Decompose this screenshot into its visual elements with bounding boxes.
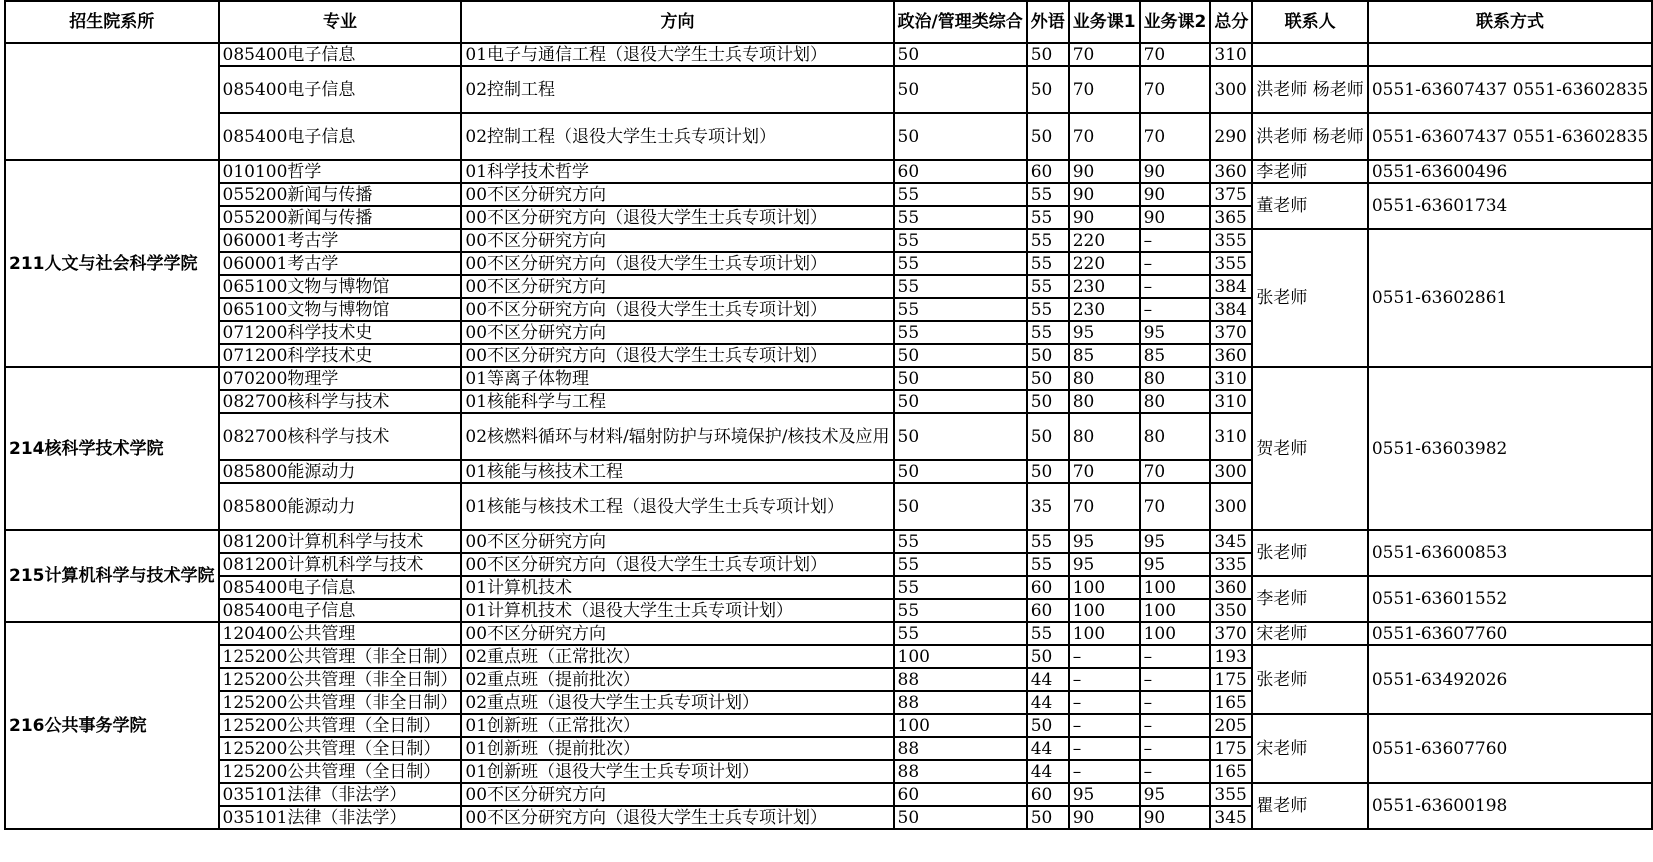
language-score: 50: [1027, 367, 1069, 390]
course1-score: 70: [1069, 66, 1140, 113]
course2-score: –: [1140, 737, 1211, 760]
language-score: 35: [1027, 483, 1069, 530]
total-score: 175: [1210, 737, 1252, 760]
col-header-language: 外语: [1027, 1, 1069, 43]
major-cell: 065100文物与博物馆: [219, 298, 462, 321]
course2-score: –: [1140, 691, 1211, 714]
direction-cell: 00不区分研究方向: [461, 622, 893, 645]
contact-phone: 0551-63600853: [1368, 530, 1652, 576]
contact-phone: 0551-63603982: [1368, 367, 1652, 530]
course2-score: 100: [1140, 599, 1211, 622]
total-score: 365: [1210, 206, 1252, 229]
language-score: 50: [1027, 43, 1069, 66]
total-score: 310: [1210, 367, 1252, 390]
politics-score: 50: [894, 66, 1027, 113]
politics-score: 55: [894, 206, 1027, 229]
major-cell: 082700核科学与技术: [219, 390, 462, 413]
direction-cell: 00不区分研究方向（退役大学生士兵专项计划）: [461, 553, 893, 576]
course1-score: 100: [1069, 622, 1140, 645]
total-score: 165: [1210, 691, 1252, 714]
course2-score: 80: [1140, 390, 1211, 413]
contact-person: 李老师: [1252, 576, 1367, 622]
course1-score: 90: [1069, 160, 1140, 183]
direction-cell: 01计算机技术（退役大学生士兵专项计划）: [461, 599, 893, 622]
language-score: 50: [1027, 806, 1069, 829]
politics-score: 100: [894, 714, 1027, 737]
total-score: 360: [1210, 344, 1252, 367]
course2-score: 95: [1140, 553, 1211, 576]
language-score: 44: [1027, 737, 1069, 760]
politics-score: 50: [894, 43, 1027, 66]
direction-cell: 00不区分研究方向: [461, 183, 893, 206]
direction-cell: 01创新班（提前批次）: [461, 737, 893, 760]
politics-score: 55: [894, 622, 1027, 645]
col-header-contact-person: 联系人: [1252, 1, 1367, 43]
table-row: [5, 645, 1652, 668]
direction-cell: 00不区分研究方向: [461, 229, 893, 252]
language-score: 55: [1027, 553, 1069, 576]
major-cell: 081200计算机科学与技术: [219, 530, 462, 553]
contact-phone: 0551-63607437 0551-63602835: [1368, 66, 1652, 113]
total-score: 360: [1210, 576, 1252, 599]
total-score: 205: [1210, 714, 1252, 737]
politics-score: 50: [894, 460, 1027, 483]
course2-score: 70: [1140, 113, 1211, 160]
course2-score: 70: [1140, 460, 1211, 483]
contact-phone: 0551-63601734: [1368, 183, 1652, 229]
total-score: 355: [1210, 783, 1252, 806]
course1-score: 80: [1069, 367, 1140, 390]
contact-person: 张老师: [1252, 645, 1367, 714]
department-cell: 216公共事务学院: [5, 622, 219, 829]
major-cell: 060001考古学: [219, 252, 462, 275]
politics-score: 55: [894, 252, 1027, 275]
course2-score: 85: [1140, 344, 1211, 367]
total-score: 384: [1210, 275, 1252, 298]
major-cell: 085400电子信息: [219, 113, 462, 160]
total-score: 310: [1210, 43, 1252, 66]
col-header-course2: 业务课2: [1140, 1, 1211, 43]
table-row: [5, 530, 1652, 553]
course1-score: 95: [1069, 530, 1140, 553]
col-header-department: 招生院系所: [5, 1, 219, 43]
direction-cell: 00不区分研究方向（退役大学生士兵专项计划）: [461, 344, 893, 367]
major-cell: 070200物理学: [219, 367, 462, 390]
major-cell: 082700核科学与技术: [219, 413, 462, 460]
politics-score: 50: [894, 806, 1027, 829]
header-row: [5, 1, 1652, 43]
contact-person: 宋老师: [1252, 622, 1367, 645]
language-score: 50: [1027, 66, 1069, 113]
major-cell: 060001考古学: [219, 229, 462, 252]
course1-score: 220: [1069, 229, 1140, 252]
table-row: [5, 66, 1652, 113]
course1-score: 70: [1069, 113, 1140, 160]
politics-score: 55: [894, 275, 1027, 298]
total-score: 300: [1210, 460, 1252, 483]
language-score: 44: [1027, 691, 1069, 714]
politics-score: 60: [894, 160, 1027, 183]
major-cell: 081200计算机科学与技术: [219, 553, 462, 576]
table-row: [5, 113, 1652, 160]
language-score: 50: [1027, 413, 1069, 460]
total-score: 355: [1210, 229, 1252, 252]
course2-score: 95: [1140, 321, 1211, 344]
major-cell: 065100文物与博物馆: [219, 275, 462, 298]
major-cell: 085800能源动力: [219, 483, 462, 530]
language-score: 44: [1027, 668, 1069, 691]
direction-cell: 00不区分研究方向（退役大学生士兵专项计划）: [461, 298, 893, 321]
direction-cell: 01等离子体物理: [461, 367, 893, 390]
course1-score: 70: [1069, 43, 1140, 66]
politics-score: 88: [894, 691, 1027, 714]
language-score: 60: [1027, 599, 1069, 622]
total-score: 345: [1210, 806, 1252, 829]
contact-phone: 0551-63600496: [1368, 160, 1652, 183]
course2-score: 70: [1140, 43, 1211, 66]
total-score: 384: [1210, 298, 1252, 321]
major-cell: 085800能源动力: [219, 460, 462, 483]
table-row: [5, 229, 1652, 252]
course2-score: 100: [1140, 576, 1211, 599]
course2-score: –: [1140, 714, 1211, 737]
total-score: 350: [1210, 599, 1252, 622]
course1-score: 100: [1069, 599, 1140, 622]
course2-score: –: [1140, 760, 1211, 783]
course2-score: –: [1140, 645, 1211, 668]
course2-score: 95: [1140, 783, 1211, 806]
politics-score: 50: [894, 413, 1027, 460]
language-score: 60: [1027, 160, 1069, 183]
direction-cell: 01科学技术哲学: [461, 160, 893, 183]
col-header-course1: 业务课1: [1069, 1, 1140, 43]
direction-cell: 01核能科学与工程: [461, 390, 893, 413]
course1-score: 230: [1069, 275, 1140, 298]
direction-cell: 00不区分研究方向: [461, 530, 893, 553]
col-header-total: 总分: [1210, 1, 1252, 43]
major-cell: 125200公共管理（全日制）: [219, 760, 462, 783]
language-score: 50: [1027, 344, 1069, 367]
department-cell: [5, 43, 219, 160]
contact-person: 洪老师 杨老师: [1252, 113, 1367, 160]
course1-score: –: [1069, 714, 1140, 737]
language-score: 55: [1027, 622, 1069, 645]
course1-score: 95: [1069, 553, 1140, 576]
direction-cell: 02控制工程（退役大学生士兵专项计划）: [461, 113, 893, 160]
major-cell: 071200科学技术史: [219, 321, 462, 344]
direction-cell: 00不区分研究方向（退役大学生士兵专项计划）: [461, 252, 893, 275]
direction-cell: 00不区分研究方向: [461, 783, 893, 806]
course1-score: 70: [1069, 483, 1140, 530]
politics-score: 55: [894, 553, 1027, 576]
course2-score: 100: [1140, 622, 1211, 645]
course2-score: 70: [1140, 483, 1211, 530]
contact-person: 李老师: [1252, 160, 1367, 183]
total-score: 165: [1210, 760, 1252, 783]
politics-score: 55: [894, 321, 1027, 344]
table-row: [5, 622, 1652, 645]
department-cell: 215计算机科学与技术学院: [5, 530, 219, 622]
course1-score: 70: [1069, 460, 1140, 483]
course1-score: 230: [1069, 298, 1140, 321]
major-cell: 085400电子信息: [219, 43, 462, 66]
col-header-politics: 政治/管理类综合: [894, 1, 1027, 43]
major-cell: 125200公共管理（非全日制）: [219, 668, 462, 691]
total-score: 375: [1210, 183, 1252, 206]
total-score: 300: [1210, 66, 1252, 113]
language-score: 50: [1027, 645, 1069, 668]
language-score: 55: [1027, 321, 1069, 344]
language-score: 50: [1027, 390, 1069, 413]
contact-phone: 0551-63607437 0551-63602835: [1368, 113, 1652, 160]
department-cell: 214核科学技术学院: [5, 367, 219, 530]
total-score: 360: [1210, 160, 1252, 183]
contact-phone: 0551-63607760: [1368, 622, 1652, 645]
major-cell: 120400公共管理: [219, 622, 462, 645]
course2-score: –: [1140, 298, 1211, 321]
total-score: 345: [1210, 530, 1252, 553]
course1-score: 80: [1069, 390, 1140, 413]
course1-score: 80: [1069, 413, 1140, 460]
language-score: 55: [1027, 183, 1069, 206]
language-score: 55: [1027, 530, 1069, 553]
total-score: 290: [1210, 113, 1252, 160]
direction-cell: 02核燃料循环与材料/辐射防护与环境保护/核技术及应用: [461, 413, 893, 460]
language-score: 55: [1027, 298, 1069, 321]
department-cell: 211人文与社会科学学院: [5, 160, 219, 367]
course2-score: 80: [1140, 413, 1211, 460]
direction-cell: 01创新班（正常批次）: [461, 714, 893, 737]
contact-person: 贺老师: [1252, 367, 1367, 530]
politics-score: 55: [894, 576, 1027, 599]
direction-cell: 02控制工程: [461, 66, 893, 113]
major-cell: 071200科学技术史: [219, 344, 462, 367]
direction-cell: 01创新班（退役大学生士兵专项计划）: [461, 760, 893, 783]
language-score: 55: [1027, 206, 1069, 229]
course1-score: –: [1069, 760, 1140, 783]
major-cell: 085400电子信息: [219, 66, 462, 113]
contact-phone: 0551-63492026: [1368, 645, 1652, 714]
major-cell: 125200公共管理（非全日制）: [219, 691, 462, 714]
politics-score: 88: [894, 760, 1027, 783]
contact-person: 洪老师 杨老师: [1252, 66, 1367, 113]
course2-score: –: [1140, 252, 1211, 275]
politics-score: 100: [894, 645, 1027, 668]
politics-score: 50: [894, 390, 1027, 413]
major-cell: 125200公共管理（全日制）: [219, 737, 462, 760]
major-cell: 035101法律（非法学）: [219, 806, 462, 829]
major-cell: 010100哲学: [219, 160, 462, 183]
politics-score: 55: [894, 183, 1027, 206]
course1-score: 90: [1069, 183, 1140, 206]
course2-score: 90: [1140, 183, 1211, 206]
contact-person: 董老师: [1252, 183, 1367, 229]
course2-score: 80: [1140, 367, 1211, 390]
direction-cell: 00不区分研究方向: [461, 275, 893, 298]
direction-cell: 00不区分研究方向（退役大学生士兵专项计划）: [461, 206, 893, 229]
course2-score: 90: [1140, 806, 1211, 829]
total-score: 310: [1210, 390, 1252, 413]
table-row: [5, 43, 1652, 66]
direction-cell: 01计算机技术: [461, 576, 893, 599]
contact-phone: 0551-63600198: [1368, 783, 1652, 829]
politics-score: 55: [894, 298, 1027, 321]
total-score: 193: [1210, 645, 1252, 668]
politics-score: 50: [894, 113, 1027, 160]
course2-score: 95: [1140, 530, 1211, 553]
contact-phone: 0551-63607760: [1368, 714, 1652, 783]
course1-score: 95: [1069, 783, 1140, 806]
major-cell: 125200公共管理（全日制）: [219, 714, 462, 737]
politics-score: 50: [894, 483, 1027, 530]
language-score: 55: [1027, 229, 1069, 252]
language-score: 50: [1027, 113, 1069, 160]
contact-person: 张老师: [1252, 530, 1367, 576]
contact-person: 宋老师: [1252, 714, 1367, 783]
language-score: 50: [1027, 714, 1069, 737]
course1-score: –: [1069, 668, 1140, 691]
course2-score: 70: [1140, 66, 1211, 113]
table-row: [5, 783, 1652, 806]
course1-score: 95: [1069, 321, 1140, 344]
direction-cell: 01核能与核技术工程: [461, 460, 893, 483]
table-row: [5, 160, 1652, 183]
contact-person: 张老师: [1252, 229, 1367, 367]
course2-score: –: [1140, 275, 1211, 298]
course2-score: 90: [1140, 206, 1211, 229]
total-score: 355: [1210, 252, 1252, 275]
contact-phone: 0551-63601552: [1368, 576, 1652, 622]
language-score: 60: [1027, 783, 1069, 806]
total-score: 310: [1210, 413, 1252, 460]
contact-person: [1252, 43, 1367, 66]
course2-score: 90: [1140, 160, 1211, 183]
direction-cell: 00不区分研究方向: [461, 321, 893, 344]
direction-cell: 01电子与通信工程（退役大学生士兵专项计划）: [461, 43, 893, 66]
course1-score: 85: [1069, 344, 1140, 367]
total-score: 370: [1210, 622, 1252, 645]
major-cell: 055200新闻与传播: [219, 206, 462, 229]
total-score: 335: [1210, 553, 1252, 576]
total-score: 175: [1210, 668, 1252, 691]
direction-cell: 00不区分研究方向（退役大学生士兵专项计划）: [461, 806, 893, 829]
politics-score: 55: [894, 599, 1027, 622]
table-row: [5, 367, 1652, 390]
course1-score: –: [1069, 737, 1140, 760]
direction-cell: 02重点班（正常批次）: [461, 645, 893, 668]
major-cell: 125200公共管理（非全日制）: [219, 645, 462, 668]
direction-cell: 01核能与核技术工程（退役大学生士兵专项计划）: [461, 483, 893, 530]
politics-score: 50: [894, 367, 1027, 390]
course1-score: 220: [1069, 252, 1140, 275]
major-cell: 055200新闻与传播: [219, 183, 462, 206]
politics-score: 55: [894, 229, 1027, 252]
col-header-direction: 方向: [461, 1, 893, 43]
language-score: 44: [1027, 760, 1069, 783]
col-header-contact-phone: 联系方式: [1368, 1, 1652, 43]
language-score: 55: [1027, 252, 1069, 275]
politics-score: 88: [894, 737, 1027, 760]
politics-score: 88: [894, 668, 1027, 691]
language-score: 55: [1027, 275, 1069, 298]
table-row: [5, 183, 1652, 206]
total-score: 370: [1210, 321, 1252, 344]
politics-score: 60: [894, 783, 1027, 806]
contact-phone: 0551-63602861: [1368, 229, 1652, 367]
score-table: [4, 0, 1653, 830]
contact-person: 瞿老师: [1252, 783, 1367, 829]
direction-cell: 02重点班（提前批次）: [461, 668, 893, 691]
table-row: [5, 576, 1652, 599]
course1-score: –: [1069, 645, 1140, 668]
col-header-major: 专业: [219, 1, 462, 43]
table-row: [5, 714, 1652, 737]
course1-score: 90: [1069, 206, 1140, 229]
contact-phone: [1368, 43, 1652, 66]
politics-score: 50: [894, 344, 1027, 367]
major-cell: 035101法律（非法学）: [219, 783, 462, 806]
course1-score: –: [1069, 691, 1140, 714]
course2-score: –: [1140, 668, 1211, 691]
language-score: 50: [1027, 460, 1069, 483]
course1-score: 90: [1069, 806, 1140, 829]
total-score: 300: [1210, 483, 1252, 530]
course1-score: 100: [1069, 576, 1140, 599]
major-cell: 085400电子信息: [219, 599, 462, 622]
major-cell: 085400电子信息: [219, 576, 462, 599]
direction-cell: 02重点班（退役大学生士兵专项计划）: [461, 691, 893, 714]
course2-score: –: [1140, 229, 1211, 252]
language-score: 60: [1027, 576, 1069, 599]
politics-score: 55: [894, 530, 1027, 553]
